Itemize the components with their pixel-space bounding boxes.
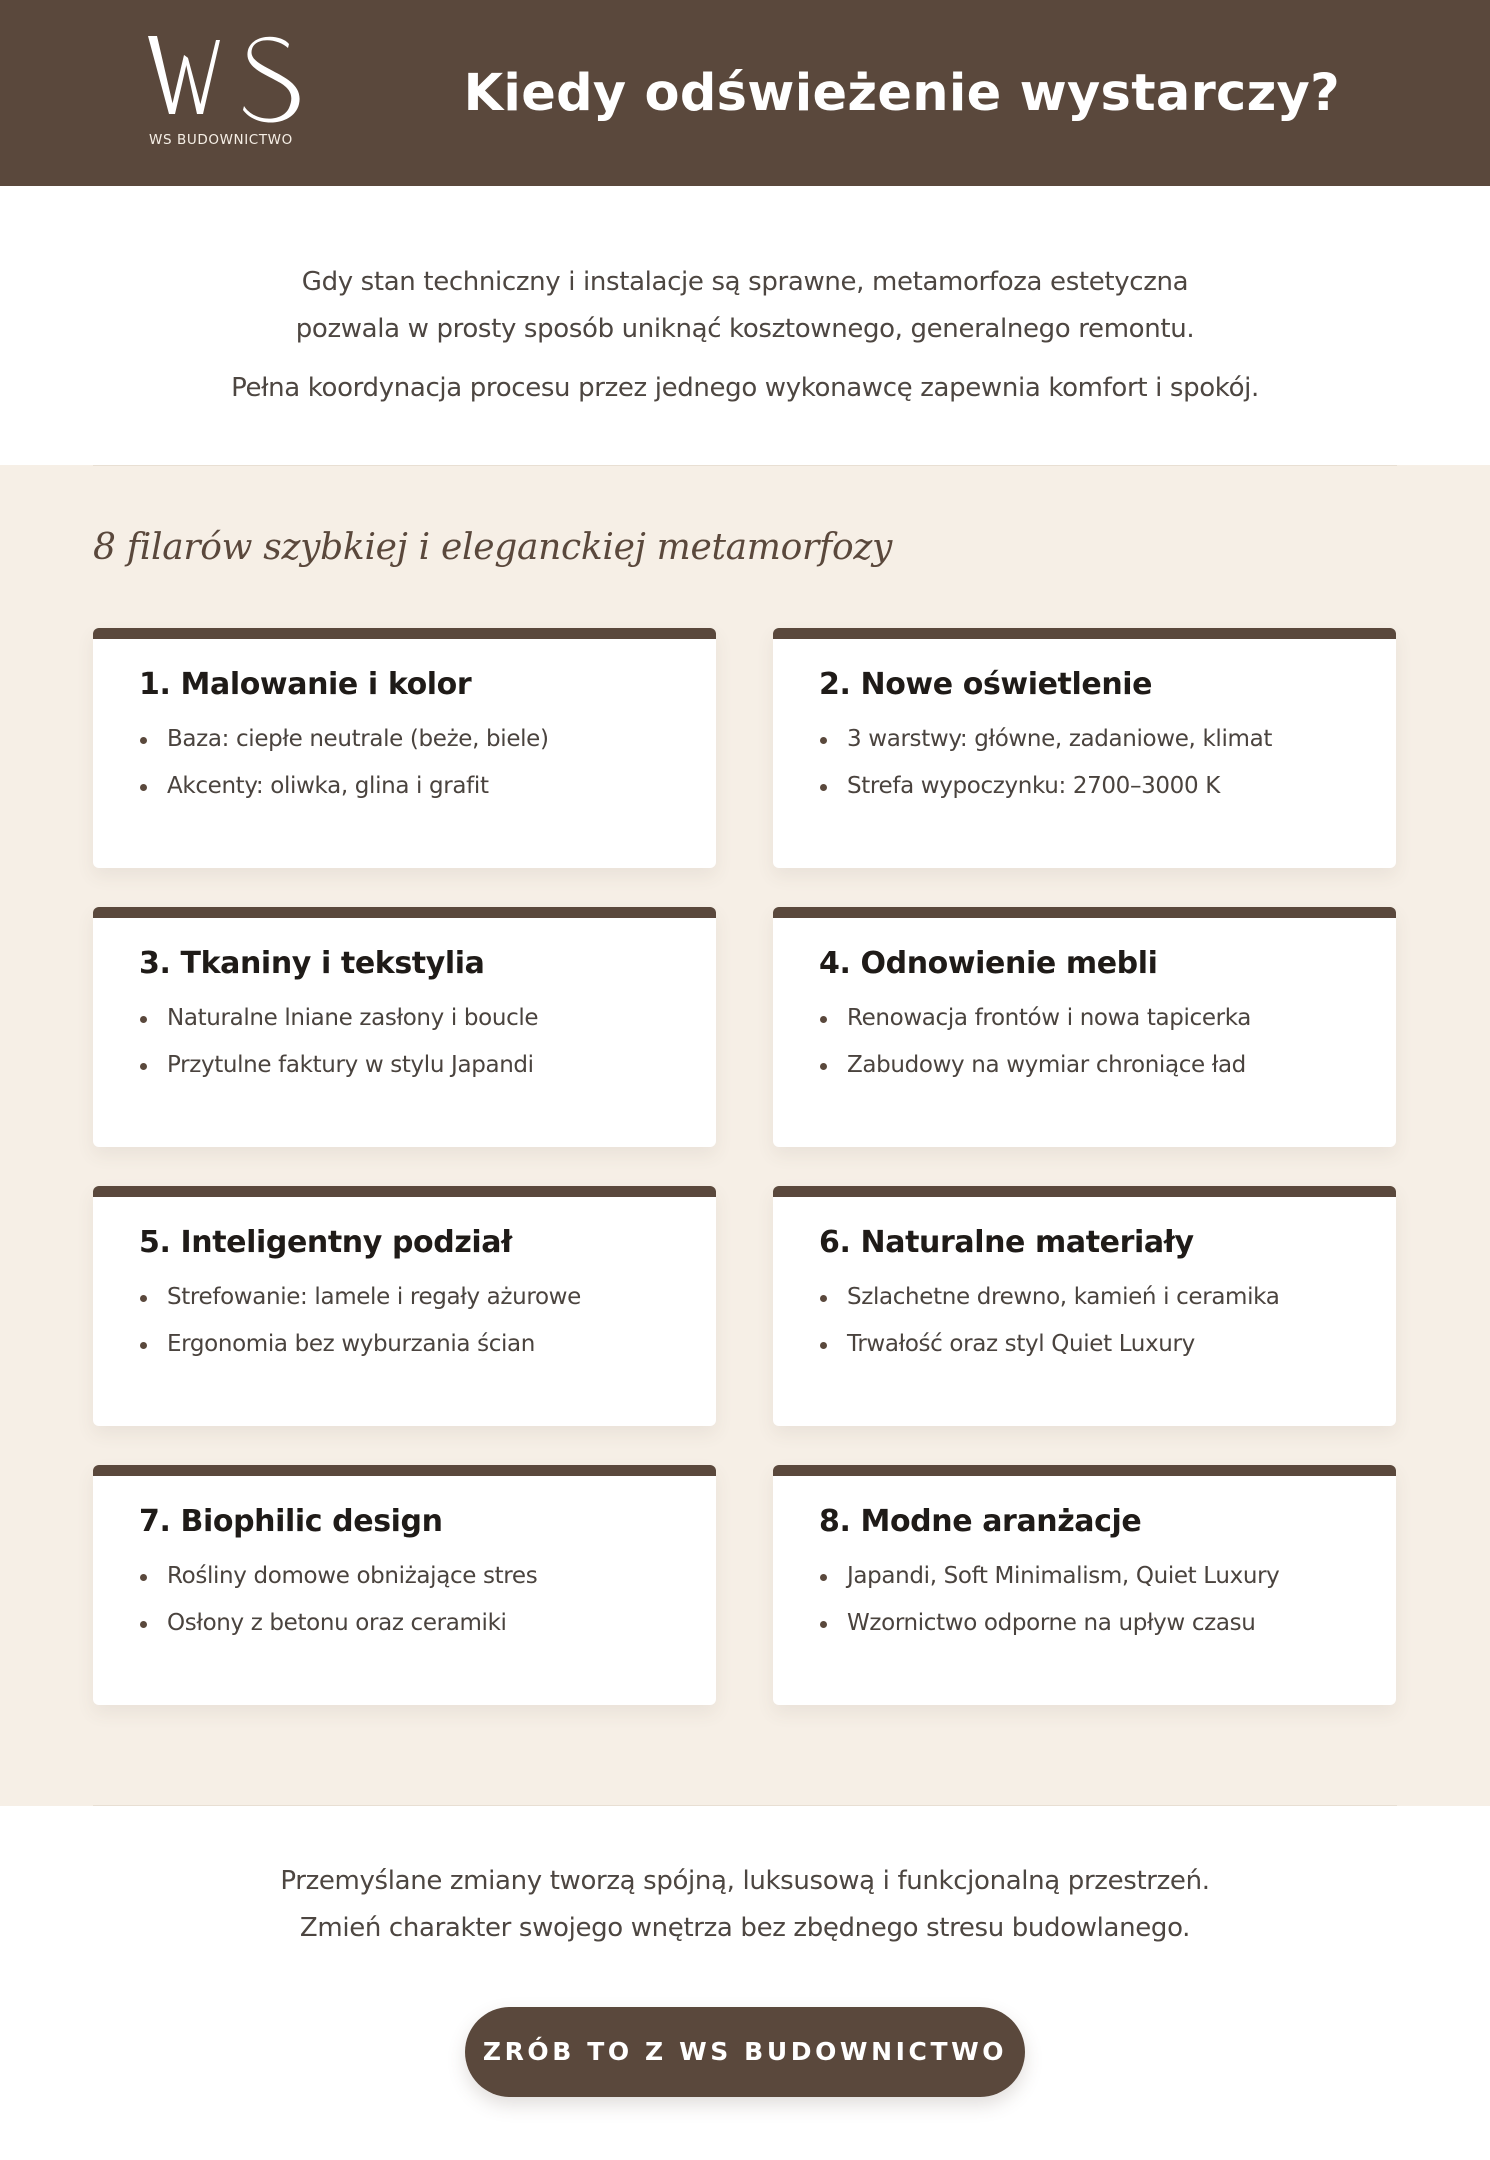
pillar-card (93, 1465, 716, 1705)
pillar-card-title: 6. Naturalne materiały (819, 1225, 1194, 1260)
ws-monogram-icon (148, 34, 302, 126)
section-divider-top (93, 465, 1397, 466)
pillar-card (93, 907, 716, 1147)
pillar-bullet-list (139, 716, 670, 810)
intro-line-3: Pełna koordynacja procesu przez jednego wykonawcę zapewnia komfort i spokój. (231, 373, 1259, 403)
pillar-bullet-item: Przytulne faktury w stylu Japandi (139, 1042, 670, 1089)
outro-section (0, 1806, 1490, 2097)
pillar-bullet-item: Trwałość oraz styl Quiet Luxury (819, 1321, 1350, 1368)
pillar-bullet-list (139, 1274, 670, 1368)
pillar-bullet-item: Japandi, Soft Minimalism, Quiet Luxury (819, 1553, 1350, 1600)
logo-brand-name: WS BUDOWNICTWO (149, 132, 293, 148)
ws-budownictwo-logo[interactable] (148, 34, 304, 152)
intro-section (0, 186, 1490, 465)
pillars-grid (93, 628, 1397, 1705)
pillar-bullet-item: Rośliny domowe obniżające stres (139, 1553, 670, 1600)
outro-line-2: Zmień charakter swojego wnętrza bez zbędnego stresu budowlanego. (299, 1913, 1191, 1943)
page-header (0, 0, 1490, 186)
pillar-card (773, 907, 1396, 1147)
cta-button[interactable]: ZRÓB TO Z WS BUDOWNICTWO (465, 2007, 1025, 2097)
pillars-section (0, 465, 1490, 1806)
pillar-bullet-item: Renowacja frontów i nowa tapicerka (819, 995, 1350, 1042)
section-divider-bottom (93, 1805, 1397, 1806)
pillar-card (773, 1186, 1396, 1426)
pillar-bullet-item: Naturalne lniane zasłony i boucle (139, 995, 670, 1042)
pillar-card-title: 1. Malowanie i kolor (139, 667, 472, 702)
outro-text (0, 1858, 1490, 1952)
pillar-bullet-item: Strefowanie: lamele i regały ażurowe (139, 1274, 670, 1321)
pillar-bullet-item: Szlachetne drewno, kamień i ceramika (819, 1274, 1350, 1321)
pillar-card (93, 628, 716, 868)
pillar-bullet-list (819, 1274, 1350, 1368)
pillar-bullet-list (139, 1553, 670, 1647)
pillar-bullet-item: Baza: ciepłe neutrale (beże, biele) (139, 716, 670, 763)
pillar-bullet-item: Wzornictwo odporne na upływ czasu (819, 1600, 1350, 1647)
pillar-card (93, 1186, 716, 1426)
intro-line-1: Gdy stan techniczny i instalacje są sprawne, metamorfoza estetyczna (301, 267, 1189, 297)
pillar-card-title: 4. Odnowienie mebli (819, 946, 1158, 981)
pillar-bullet-list (819, 1553, 1350, 1647)
pillar-card (773, 628, 1396, 868)
intro-text (0, 259, 1490, 353)
pillar-bullet-list (819, 716, 1350, 810)
pillar-card-title: 7. Biophilic design (139, 1504, 443, 1539)
pillar-bullet-list (819, 995, 1350, 1089)
pillar-bullet-item: Ergonomia bez wyburzania ścian (139, 1321, 670, 1368)
pillar-bullet-item: Osłony z betonu oraz ceramiki (139, 1600, 670, 1647)
intro-line-2: pozwala w prosty sposób uniknąć kosztownego, generalnego remontu. (295, 314, 1195, 344)
pillar-bullet-item: 3 warstwy: główne, zadaniowe, klimat (819, 716, 1350, 763)
pillar-bullet-item: Zabudowy na wymiar chroniące ład (819, 1042, 1350, 1089)
page-title: Kiedy odświeżenie wystarczy? (463, 64, 1340, 123)
section-title: 8 filarów szybkiej i eleganckiej metamorfozy (93, 527, 893, 568)
pillar-card-title: 3. Tkaniny i tekstylia (139, 946, 485, 981)
pillar-bullet-item: Akcenty: oliwka, glina i grafit (139, 763, 670, 810)
pillar-card-title: 8. Modne aranżacje (819, 1504, 1142, 1539)
pillar-card (773, 1465, 1396, 1705)
pillar-card-title: 5. Inteligentny podział (139, 1225, 512, 1260)
pillar-card-title: 2. Nowe oświetlenie (819, 667, 1153, 702)
pillar-bullet-list (139, 995, 670, 1089)
pillar-bullet-item: Strefa wypoczynku: 2700–3000 K (819, 763, 1350, 810)
outro-line-1: Przemyślane zmiany tworzą spójną, luksusową i funkcjonalną przestrzeń. (280, 1866, 1210, 1896)
